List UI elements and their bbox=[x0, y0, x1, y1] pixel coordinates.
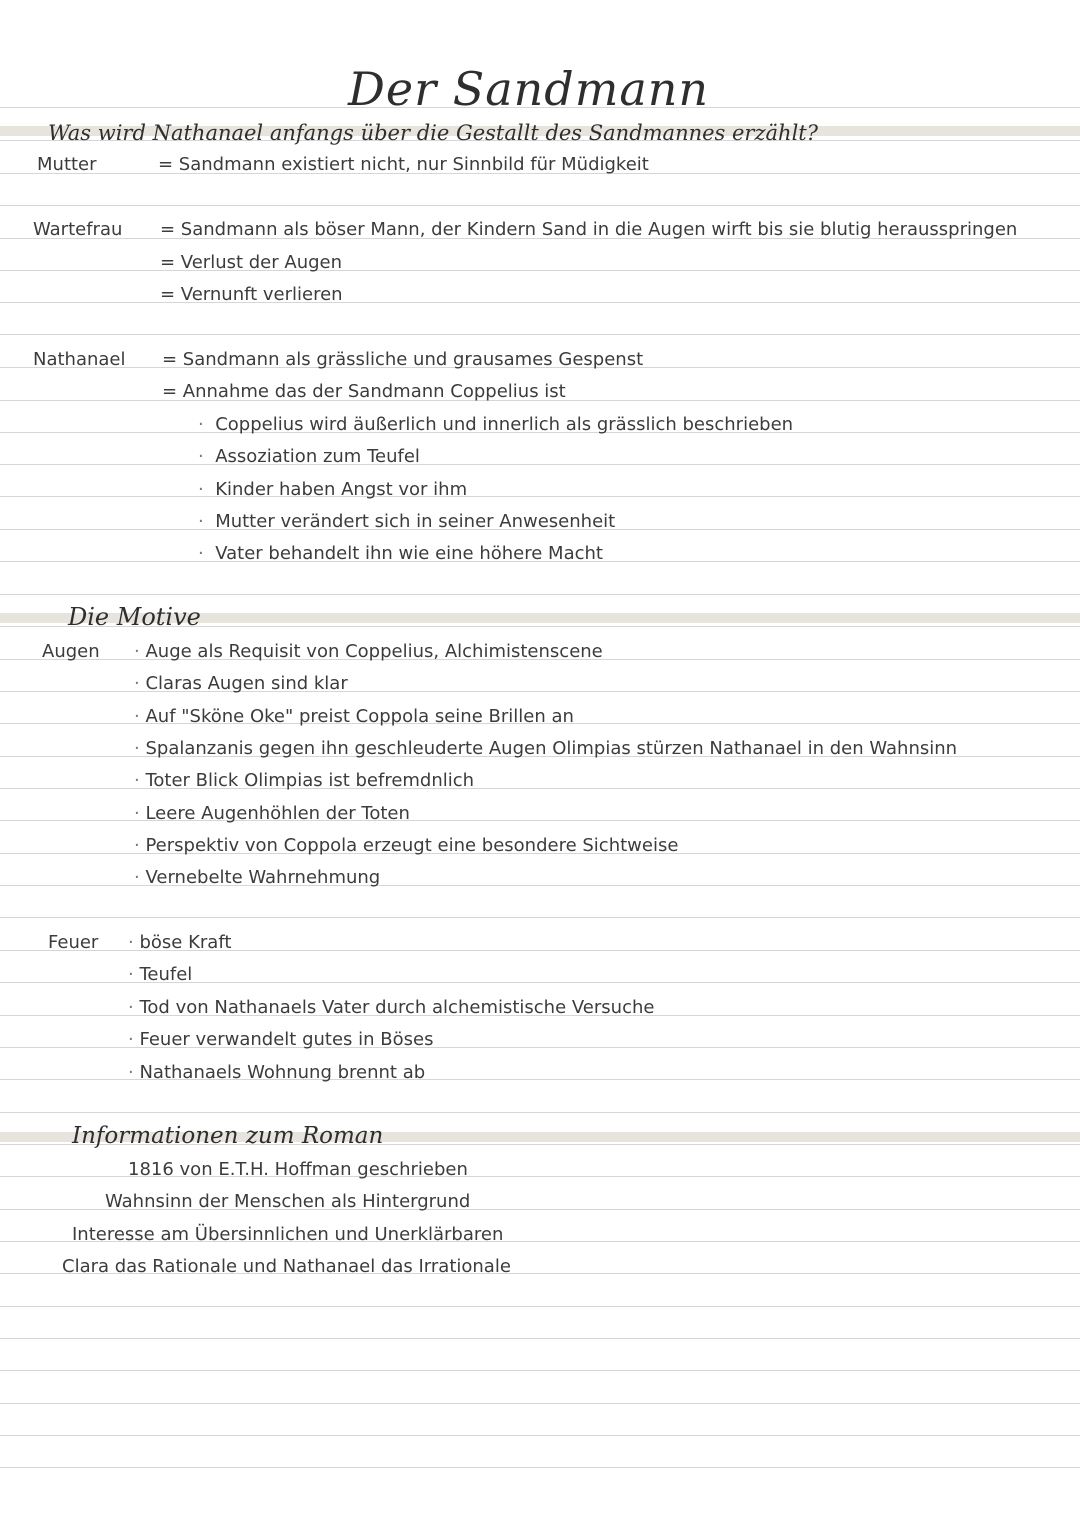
bullet-icon: · bbox=[128, 1062, 134, 1083]
list-item-text: Assoziation zum Teufel bbox=[215, 446, 420, 467]
list-item-text: Vater behandelt ihn wie eine höhere Macht bbox=[215, 543, 603, 564]
bullet-icon: · bbox=[128, 997, 134, 1018]
list-item bbox=[128, 964, 192, 986]
list-item-text: Auge als Requisit von Coppelius, Alchimistenscene bbox=[145, 641, 603, 662]
list-item-text: Perspektiv von Coppola erzeugt eine besondere Sichtweise bbox=[145, 835, 679, 856]
list-item bbox=[198, 446, 420, 468]
list-item-text: Nathanaels Wohnung brennt ab bbox=[139, 1062, 426, 1083]
bullet-icon: · bbox=[134, 867, 140, 888]
bullet-icon: · bbox=[128, 932, 134, 953]
list-item bbox=[198, 479, 467, 501]
list-item bbox=[134, 770, 474, 792]
info-line: Wahnsinn der Menschen als Hintergrund bbox=[105, 1191, 471, 1212]
bullet-icon: · bbox=[198, 511, 204, 532]
bullet-icon: · bbox=[198, 414, 204, 435]
list-item bbox=[128, 932, 231, 954]
info-line: Clara das Rationale und Nathanael das Irrationale bbox=[62, 1256, 511, 1277]
page-title: Der Sandmann bbox=[348, 62, 710, 116]
row-text: = Sandmann als böser Mann, der Kindern Sand in die Augen wirft bis sie blutig herausspringen bbox=[160, 219, 1018, 240]
list-item bbox=[134, 673, 348, 695]
list-item-text: Vernebelte Wahrnehmung bbox=[145, 867, 381, 888]
list-item-text: Spalanzanis gegen ihn geschleuderte Augen Olimpias stürzen Nathanael in den Wahnsinn bbox=[145, 738, 958, 759]
info-line: Interesse am Übersinnlichen und Unerklärbaren bbox=[72, 1224, 504, 1245]
bullet-icon: · bbox=[134, 673, 140, 694]
list-item-text: Toter Blick Olimpias ist befremdnlich bbox=[145, 770, 475, 791]
row-text: = Sandmann als grässliche und grausames Gespenst bbox=[162, 349, 644, 370]
list-item bbox=[198, 511, 615, 533]
list-item bbox=[128, 997, 654, 1019]
bullet-icon: · bbox=[134, 706, 140, 727]
list-item-text: Teufel bbox=[139, 964, 193, 985]
list-item-text: Kinder haben Angst vor ihm bbox=[215, 479, 468, 500]
row-text: = Annahme das der Sandmann Coppelius ist bbox=[162, 381, 566, 402]
list-item-text: Mutter verändert sich in seiner Anwesenheit bbox=[215, 511, 616, 532]
list-item bbox=[134, 641, 603, 663]
bullet-icon: · bbox=[198, 543, 204, 564]
list-item bbox=[198, 543, 603, 565]
list-item-text: Leere Augenhöhlen der Toten bbox=[145, 803, 410, 824]
bullet-icon: · bbox=[198, 479, 204, 500]
list-item bbox=[134, 738, 957, 760]
row-text: = Vernunft verlieren bbox=[160, 284, 343, 305]
bullet-icon: · bbox=[134, 835, 140, 856]
bullet-icon: · bbox=[134, 803, 140, 824]
bullet-icon: · bbox=[134, 641, 140, 662]
bullet-icon: · bbox=[128, 1029, 134, 1050]
list-item bbox=[134, 803, 410, 825]
list-item-text: Claras Augen sind klar bbox=[145, 673, 348, 694]
section-question: Was wird Nathanael anfangs über die Gestallt des Sandmannes erzählt? bbox=[48, 121, 818, 145]
bullet-icon: · bbox=[198, 446, 204, 467]
bullet-icon: · bbox=[128, 964, 134, 985]
row-label-nathanael: Nathanael bbox=[33, 349, 126, 370]
list-item-text: Tod von Nathanaels Vater durch alchemistische Versuche bbox=[139, 997, 655, 1018]
row-label-augen: Augen bbox=[42, 641, 100, 662]
bullet-icon: · bbox=[134, 738, 140, 759]
row-text: = Sandmann existiert nicht, nur Sinnbild für Müdigkeit bbox=[158, 154, 649, 175]
row-label-mutter: Mutter bbox=[37, 154, 97, 175]
list-item bbox=[134, 835, 678, 857]
info-line: 1816 von E.T.H. Hoffman geschrieben bbox=[128, 1159, 468, 1180]
row-text: = Verlust der Augen bbox=[160, 252, 343, 273]
list-item bbox=[134, 867, 380, 889]
section-heading-informationen: Informationen zum Roman bbox=[72, 1123, 384, 1149]
list-item-text: Coppelius wird äußerlich und innerlich als grässlich beschrieben bbox=[215, 414, 794, 435]
list-item-text: böse Kraft bbox=[139, 932, 232, 953]
list-item bbox=[134, 706, 574, 728]
list-item bbox=[198, 414, 793, 436]
list-item bbox=[128, 1062, 425, 1084]
list-item-text: Auf "Sköne Oke" preist Coppola seine Brillen an bbox=[145, 706, 574, 727]
section-heading-motive: Die Motive bbox=[68, 603, 201, 631]
bullet-icon: · bbox=[134, 770, 140, 791]
row-label-wartefrau: Wartefrau bbox=[33, 219, 123, 240]
row-label-feuer: Feuer bbox=[48, 932, 99, 953]
list-item-text: Feuer verwandelt gutes in Böses bbox=[139, 1029, 434, 1050]
list-item bbox=[128, 1029, 433, 1051]
